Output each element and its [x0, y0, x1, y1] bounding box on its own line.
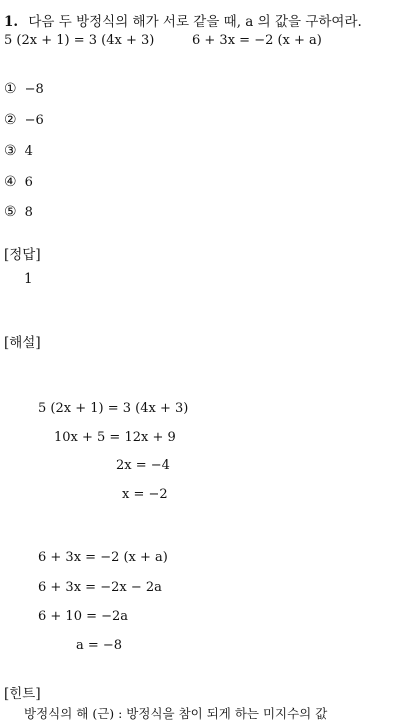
explanation-step-6: 6 + 3x = −2x − 2a: [38, 580, 162, 595]
choice-4-value: 6: [24, 175, 33, 190]
explanation-step-3: 2x = −4: [116, 458, 170, 473]
answer-label: [정답]: [4, 247, 41, 263]
hint-text: 방정식의 해 (근) : 방정식을 참이 되게 하는 미지수의 값: [24, 706, 328, 721]
choice-4[interactable]: [4, 174, 33, 190]
choice-3[interactable]: [4, 143, 33, 159]
choice-1-marker: ①: [4, 81, 17, 97]
problem-number: 1.: [4, 14, 19, 30]
choice-5-marker: ⑤: [4, 204, 17, 220]
problem-statement: [4, 10, 362, 30]
choice-5[interactable]: [4, 204, 33, 220]
explanation-step-4: x = −2: [122, 487, 168, 502]
problem-equation-2: 6 + 3x = −2 (x + a): [192, 33, 322, 48]
choice-3-value: 4: [24, 144, 33, 159]
choice-1[interactable]: [4, 81, 44, 97]
explanation-step-5: 6 + 3x = −2 (x + a): [38, 550, 168, 565]
choice-1-value: −8: [24, 82, 44, 97]
problem-text: 다음 두 방정식의 해가 서로 같을 때, a 의 값을 구하여라.: [28, 14, 362, 30]
choice-2-value: −6: [24, 113, 44, 128]
problem-equation-1: 5 (2x + 1) = 3 (4x + 3): [4, 33, 155, 48]
explanation-step-1: 5 (2x + 1) = 3 (4x + 3): [38, 401, 189, 416]
hint-label: [힌트]: [4, 686, 41, 702]
explanation-step-7: 6 + 10 = −2a: [38, 609, 129, 624]
choice-5-value: 8: [24, 205, 33, 220]
choice-4-marker: ④: [4, 174, 17, 190]
answer-value: 1: [24, 271, 33, 287]
explanation-label: [해설]: [4, 335, 41, 351]
choice-2[interactable]: [4, 112, 44, 128]
choice-2-marker: ②: [4, 112, 17, 128]
explanation-step-2: 10x + 5 = 12x + 9: [54, 430, 176, 445]
explanation-step-8: a = −8: [76, 638, 123, 653]
choice-3-marker: ③: [4, 143, 17, 159]
